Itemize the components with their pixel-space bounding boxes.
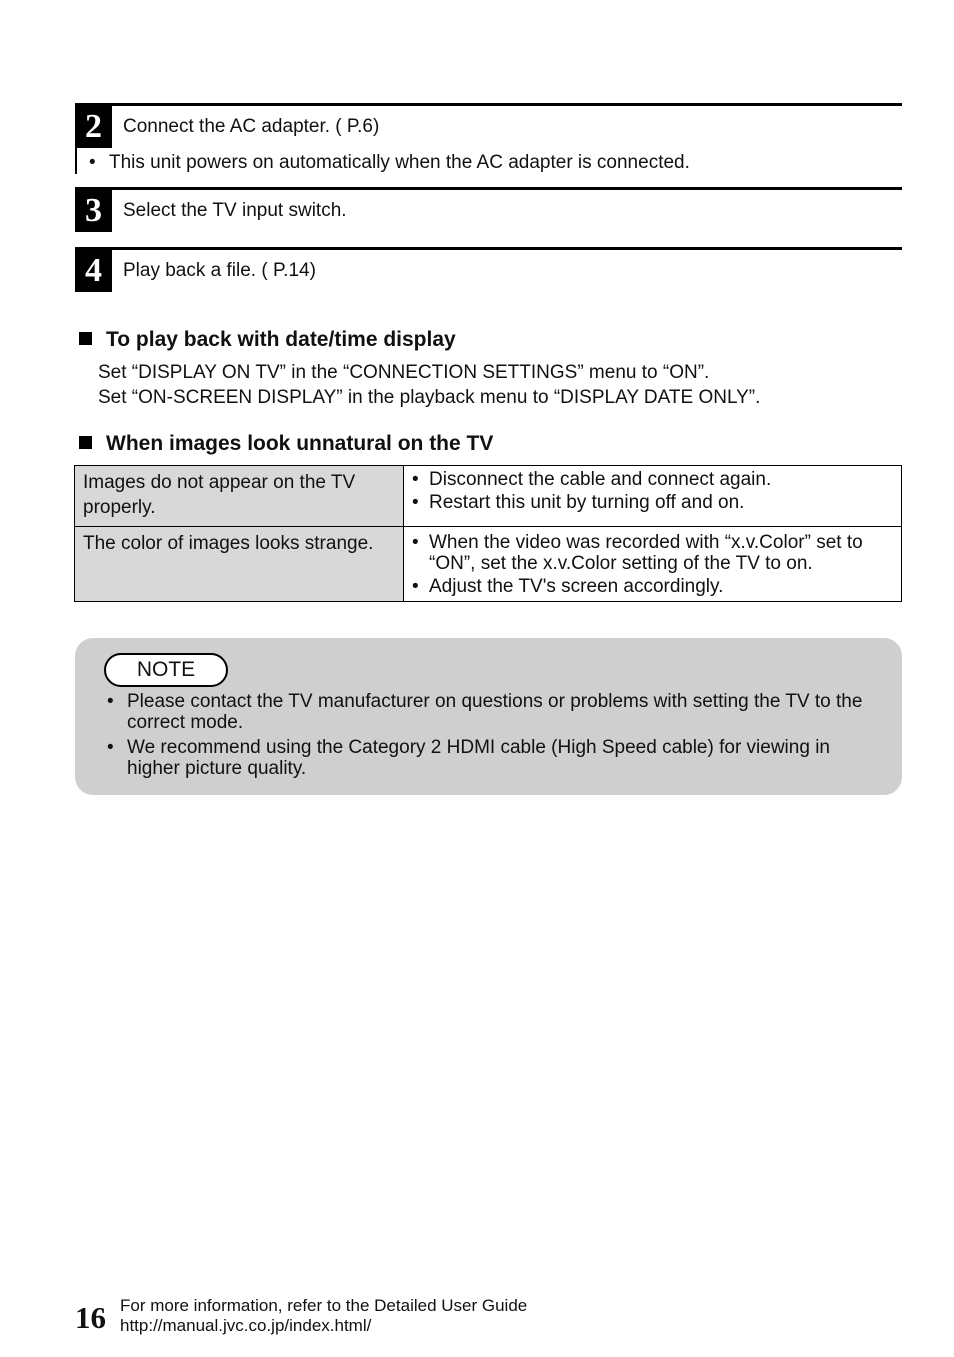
footer-url: http://manual.jvc.co.jp/index.html/	[120, 1316, 372, 1335]
table-row	[75, 527, 902, 602]
section-heading-unnatural-images	[79, 432, 493, 456]
step-sub-text: This unit powers on automatically when the AC adapter is connected.	[109, 152, 690, 173]
step-sub-note	[75, 148, 837, 174]
page-number: 16	[75, 1300, 106, 1335]
solution-cell	[404, 527, 902, 602]
section-title: When images look unnatural on the TV	[106, 432, 494, 455]
list-item: • Adjust the TV's screen accordingly.	[412, 576, 724, 597]
note-label: NOTE	[104, 653, 228, 687]
step-text: Select the TV input switch.	[123, 200, 347, 221]
step-number: 4	[75, 250, 112, 292]
square-bullet-icon	[79, 436, 92, 449]
list-item: • Disconnect the cable and connect again.	[412, 469, 772, 490]
section-heading-date-display	[79, 328, 456, 352]
note-list	[107, 691, 867, 783]
section-title: To play back with date/time display	[106, 328, 456, 351]
troubleshooting-table	[74, 465, 902, 602]
step-2	[75, 103, 902, 176]
table-row	[75, 466, 902, 527]
list-item: • When the video was recorded with “x.v.Color” set to “ON”, set the x.v.Color setting of the TV to on.	[412, 532, 863, 574]
square-bullet-icon	[79, 332, 92, 345]
problem-cell: Images do not appear on the TV properly.	[75, 466, 404, 527]
solution-cell	[404, 466, 902, 527]
step-4	[75, 247, 902, 296]
instruction-line: Set “DISPLAY ON TV” in the “CONNECTION SETTINGS” menu to “ON”.	[98, 362, 710, 383]
list-item: • We recommend using the Category 2 HDMI cable (High Speed cable) for viewing in higher picture quality.	[107, 737, 830, 779]
bullet: •	[89, 152, 96, 173]
list-item: • Restart this unit by turning off and on.	[412, 492, 745, 513]
note-box	[75, 638, 902, 795]
step-number: 3	[75, 190, 112, 232]
footer-text	[120, 1296, 527, 1336]
step-text: Play back a file. ( P.14)	[123, 260, 316, 281]
instruction-line: Set “ON-SCREEN DISPLAY” in the playback menu to “DISPLAY DATE ONLY”.	[98, 387, 761, 408]
step-3	[75, 187, 902, 236]
footer-line: For more information, refer to the Detailed User Guide	[120, 1296, 528, 1315]
problem-cell: The color of images looks strange.	[75, 527, 404, 602]
step-text: Connect the AC adapter. ( P.6)	[123, 116, 380, 137]
step-number: 2	[75, 106, 112, 148]
list-item: • Please contact the TV manufacturer on questions or problems with setting the TV to the correct mode.	[107, 691, 863, 733]
